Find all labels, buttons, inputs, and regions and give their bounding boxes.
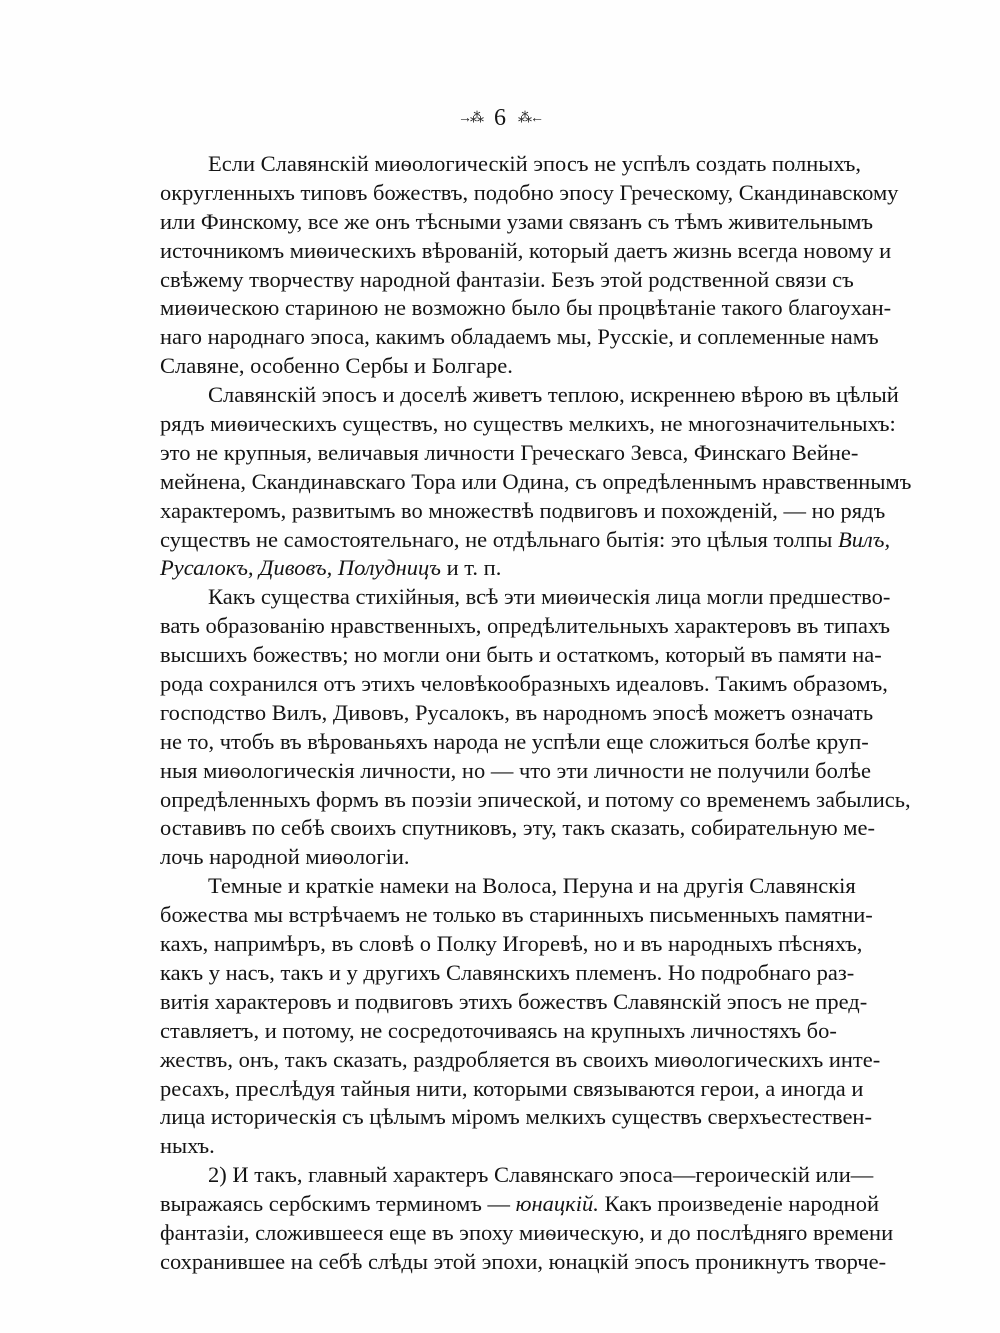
text-line: Славянскій эпосъ и доселѣ живетъ теплою, искреннею вѣрою въ цѣлый — [208, 382, 899, 408]
text-line: округленныхъ типовъ божествъ, подобно эпосу Греческому, Скандинавскому — [160, 179, 899, 205]
text-line — [160, 1190, 879, 1219]
italic-span: Вилъ, — [838, 526, 891, 552]
page-header — [0, 100, 1000, 136]
text-line — [160, 526, 891, 555]
text-line: источникомъ миѳическихъ вѣрованій, который даетъ жизнь всегда новому и — [160, 237, 892, 263]
text-line: Если Славянскій миѳологическій эпосъ не успѣлъ создать полныхъ, — [208, 151, 862, 176]
italic-span: Русалокъ, Дивовъ, Полудницъ — [160, 555, 441, 581]
text-line: фантазіи, сложившееся еще въ эпоху миѳическую, и до послѣдняго времени — [160, 1219, 894, 1245]
text-line: мейнена, Скандинавскаго Тора или Одина, съ опредѣленнымъ нравственнымъ — [160, 468, 912, 494]
text-line: вать образованію нравственныхъ, опредѣлительныхъ характеровъ въ типахъ — [160, 613, 890, 639]
text-line: опредѣленныхъ формъ въ поэзіи эпической, и потому со временемъ забылись, — [160, 786, 911, 812]
text-line — [160, 554, 808, 583]
italic-span: юнацкій. — [515, 1191, 599, 1217]
text-line: сохранившее на себѣ слѣды этой эпохи, юнацкій эпосъ проникнутъ творче- — [160, 1248, 887, 1274]
text-line: это не крупныя, величавыя личности Греческаго Зевса, Финскаго Вейне- — [160, 439, 859, 465]
text-line: божества мы встрѣчаемъ не только въ старинныхъ письменныхъ памятни- — [160, 902, 873, 928]
page-number: 6 — [494, 104, 506, 131]
text-line: лица историческія съ цѣлымъ міромъ мелкихъ существъ сверхъестествен- — [160, 1104, 872, 1130]
text-line: кахъ, напримѣръ, въ словѣ о Полку Игоревѣ, но и въ народныхъ пѣсняхъ, — [160, 931, 863, 957]
text-line: лочь народной миѳологіи. — [160, 844, 410, 870]
text-line: какъ у насъ, такъ и у другихъ Славянскихъ племенъ. Но подробнаго раз- — [160, 959, 855, 985]
text-line: высшихъ божествъ; но могли они быть и остаткомъ, который въ памяти на- — [160, 642, 882, 668]
text-span: Какъ произведеніе народной — [604, 1191, 879, 1217]
text-line: оставивъ по себѣ своихъ спутниковъ, эту, такъ сказать, собирательную ме- — [160, 815, 875, 841]
text-line: 2) И такъ, главный характеръ Славянскаго эпоса—героическій или— — [208, 1162, 874, 1188]
text-line: или Финскому, все же онъ тѣсными узами связанъ съ тѣмъ живительнымъ — [160, 208, 874, 234]
text-line: Славяне, особенно Сербы и Болгаре. — [160, 353, 513, 379]
text-line: свѣжему творчеству народной фантазіи. Безъ этой родственной связи съ — [160, 266, 854, 292]
right-ornament-icon: ⁂← — [518, 110, 542, 126]
text-line: рода сохранился отъ этихъ человѣкообразныхъ идеаловъ. Такимъ образомъ, — [160, 671, 888, 697]
text-line: господство Вилъ, Дивовъ, Русалокъ, въ народномъ эпосѣ можетъ означать — [160, 699, 874, 725]
text-line: Какъ существа стихійныя, всѣ эти миѳическія лица могли предшество- — [208, 584, 891, 610]
text-span: выражаясь сербскимъ терминомъ — — [160, 1191, 511, 1217]
text-line: рядъ миѳическихъ существъ, но существъ мелкихъ, не многозначительныхъ: — [160, 411, 896, 437]
text-line: наго народнаго эпоса, какимъ обладаемъ мы, Русскіе, и соплеменные намъ — [160, 324, 879, 350]
text-line: витія характеровъ и подвиговъ этихъ божествъ Славянскій эпосъ не пред- — [160, 988, 868, 1014]
page-body — [160, 150, 912, 1277]
text-line: характеромъ, развитымъ во множествѣ подвиговъ и похожденій, — но рядъ — [160, 497, 886, 523]
text-span: и т. п. — [446, 555, 502, 581]
text-line: жествъ, онъ, такъ сказать, раздробляется въ своихъ миѳологическихъ инте- — [160, 1046, 881, 1072]
left-ornament-icon: →⁂ — [458, 110, 482, 126]
text-line: ныя миѳологическія личности, но — что эти личности не получили болѣе — [160, 757, 871, 783]
text-line: не то, чтобъ въ вѣрованьяхъ народа не успѣли еще сложиться болѣе круп- — [160, 728, 869, 754]
text-line: миѳическою стариною не возможно было бы процвѣтаніе такого благоухан- — [160, 295, 892, 321]
text-span: существъ не самостоятельнаго, не отдѣльнаго бытія: это цѣлыя толпы — [160, 526, 833, 552]
text-line: ресахъ, преслѣдуя тайныя нити, которыми связываются герои, а иногда и — [160, 1075, 864, 1101]
text-line: Темные и краткіе намеки на Волоса, Перуна и на другія Славянскія — [208, 873, 856, 899]
text-line: ныхъ. — [160, 1133, 215, 1159]
text-line: ставляетъ, и потому, не сосредоточиваясь на крупныхъ личностяхъ бо- — [160, 1017, 837, 1043]
